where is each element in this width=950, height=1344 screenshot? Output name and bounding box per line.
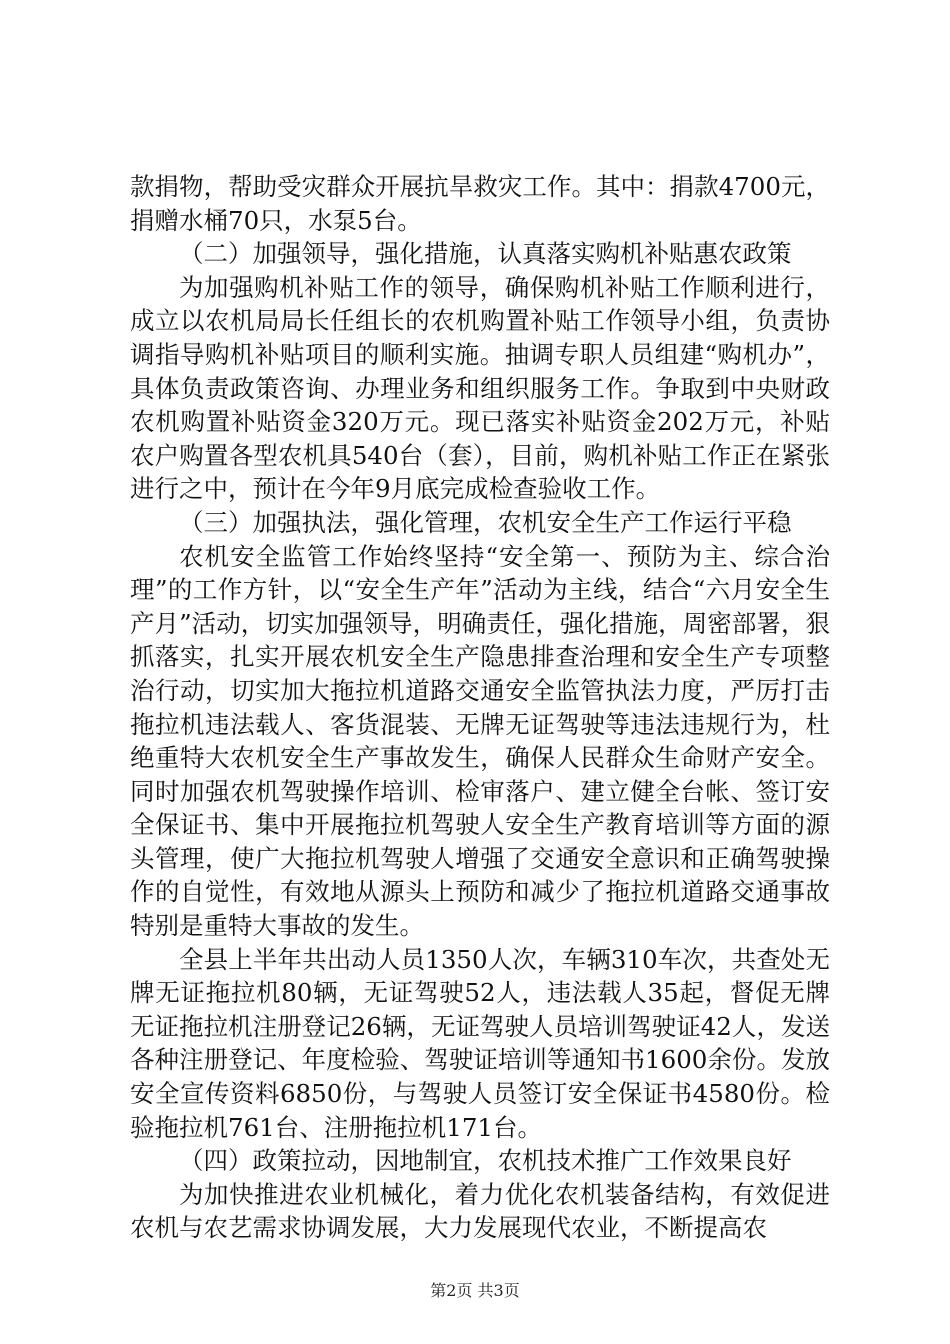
paragraph-safety: 农机安全监管工作始终坚持“安全第一、预防为主、综合治理”的工作方针，以“安全生产年”活动为主线，结合“六月安全生产月”活动，切实加强领导，明确责任，强化措施，周密部署，狠抓落实，扎实开展农机安全生产隐患排查治理和安全生产专项整治行动，切实加大拖拉机道路交通安全监管执法力度，严厉打击拖拉机违法载人、客货混装、无牌无证驾驶等违法违规行为，杜绝重特大农机安全生产事故发生，确保人民群众生命财产安全。同时加强农机驾驶操作培训、检审落户、建立健全台帐、签订安全保证书、集中开展拖拉机驾驶人安全生产教育培训等方面的源头管理，使广大拖拉机驾驶人增强了交通安全意识和正确驾驶操作的自觉性，有效地从源头上预防和减少了拖拉机道路交通事故特别是重特大事故的发生。 <box>130 541 830 941</box>
paragraph-promotion: 为加快推进农业机械化，着力优化农机装备结构，有效促进农机与农艺需求协调发展，大力发展现代农业，不断提高农 <box>130 1179 830 1243</box>
section-heading-2: （二）加强领导，强化措施，认真落实购机补贴惠农政策 <box>179 239 792 269</box>
section-heading-3: （三）加强执法，强化管理，农机安全生产工作运行平稳 <box>179 507 792 537</box>
paragraph-statistics: 全县上半年共出动人员1350人次，车辆310车次，共查处无牌无证拖拉机80辆，无证驾驶52人，违法载人35起，督促无牌无证拖拉机注册登记26辆，无证驾驶人员培训驾驶证42人，发送各种注册登记、年度检验、驾驶证培训等通知书1600余份。发放安全宣传资料6850份，与驾驶人员签订安全保证书4580份。检验拖拉机761台、注册拖拉机171台。 <box>130 944 830 1142</box>
paragraph-subsidy: 为加强购机补贴工作的领导，确保购机补贴工作顺利进行，成立以农机局局长任组长的农机购置补贴工作领导小组，负责协调指导购机补贴项目的顺利实施。抽调专职人员组建“购机办”，具体负责政策咨询、办理业务和组织服务工作。争取到中央财政农机购置补贴资金320万元。现已落实补贴资金202万元，补贴农户购置各型农机具540台（套），目前，购机补贴工作正在紧张进行之中，预计在今年9月底完成检查验收工作。 <box>130 272 830 504</box>
page-number: 第2页 共3页 <box>430 1281 520 1300</box>
section-heading-4: （四）政策拉动，因地制宜，农机技术推广工作效果良好 <box>179 1146 792 1176</box>
paragraph-continuation: 款捐物，帮助受灾群众开展抗旱救灾工作。其中：捐款4700元，捐赠水桶70只，水泵5台。 <box>130 172 830 235</box>
document-body <box>130 170 830 1245</box>
